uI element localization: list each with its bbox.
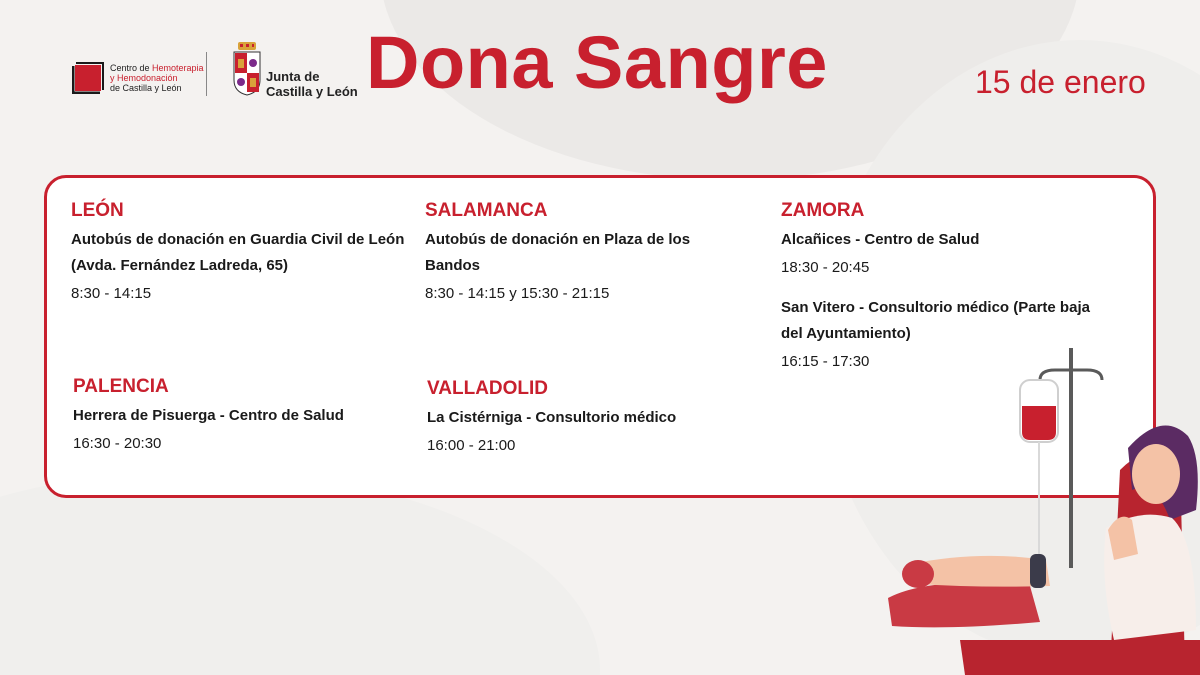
blood-donor-illustration	[870, 340, 1200, 675]
schedule-time: 18:30 - 20:45	[781, 259, 870, 276]
schedule-time: 16:30 - 20:30	[73, 435, 162, 452]
location-text: Autobús de donación en Plaza de los Bandos	[425, 231, 691, 274]
region-palencia	[73, 376, 413, 457]
location-text: La Cistérniga - Consultorio médico	[427, 409, 677, 426]
jcyl-line1: Junta de	[266, 69, 320, 84]
jcyl-coat-of-arms-icon	[232, 40, 262, 101]
jcyl-line2: Castilla y León	[266, 84, 358, 99]
schedule-time: 16:15 - 17:30	[781, 353, 870, 370]
schedule-time: 8:30 - 14:15	[71, 285, 152, 302]
chcyl-line1-prefix: Centro de	[110, 63, 153, 73]
region-name: LEÓN	[71, 200, 124, 221]
chcyl-line1-red: Hemoterapia	[152, 63, 204, 73]
jcyl-logo-text	[266, 69, 358, 99]
location-text: Autobús de donación en Guardia Civil de León (Avda. Fernández Ladreda, 65)	[71, 231, 405, 274]
region-name: VALLADOLID	[427, 378, 549, 399]
chcyl-logo-text	[110, 63, 204, 93]
location-text: San Vitero - Consultorio médico (Parte baja del Ayuntamiento)	[781, 299, 1090, 342]
region-leon	[71, 200, 411, 307]
location-text: Alcañices - Centro de Salud	[781, 231, 980, 248]
region-name: SALAMANCA	[425, 200, 548, 221]
background-shape	[0, 470, 600, 675]
region-name: PALENCIA	[73, 376, 169, 397]
chcyl-logo-icon	[72, 62, 104, 94]
chcyl-line3: de Castilla y León	[110, 83, 182, 93]
chcyl-line2: y Hemodonación	[110, 73, 178, 83]
header	[0, 0, 1200, 170]
chcyl-logo	[72, 62, 204, 94]
jcyl-logo	[232, 40, 358, 101]
event-date: 15 de enero	[975, 64, 1146, 100]
region-name: ZAMORA	[781, 200, 865, 221]
logo-divider	[206, 52, 207, 96]
location-text: Herrera de Pisuerga - Centro de Salud	[73, 407, 344, 424]
schedule-time: 8:30 - 14:15 y 15:30 - 21:15	[425, 285, 610, 302]
region-salamanca	[425, 200, 765, 307]
region-valladolid	[427, 378, 767, 459]
schedule-time: 16:00 - 21:00	[427, 437, 516, 454]
page-title: Dona Sangre	[366, 21, 828, 104]
